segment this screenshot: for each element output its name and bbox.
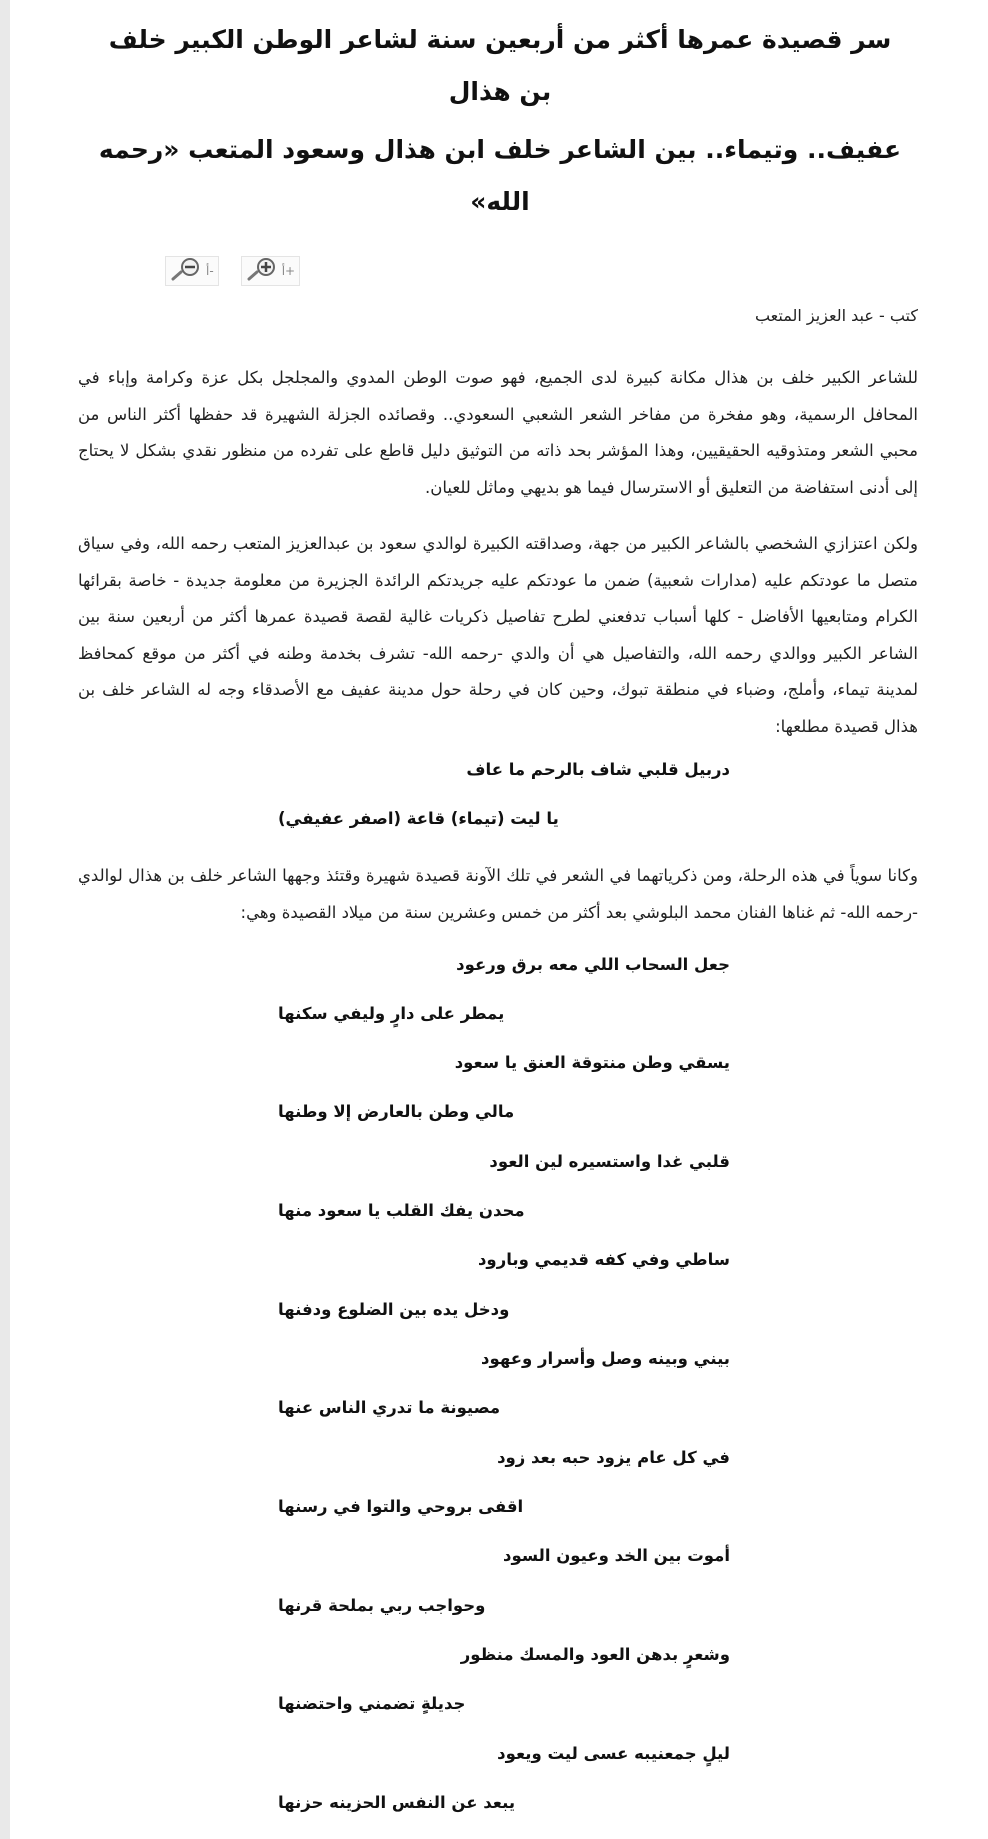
zoom-in-label: أ+ bbox=[281, 264, 296, 278]
headline: سر قصيدة عمرها أكثر من أربعين سنة لشاعر الوطن الكبير خلف بن هذال bbox=[108, 25, 892, 106]
poem-line: مالي وطن بالعارض إلا وطنها bbox=[278, 1102, 515, 1121]
poem-line: يمطر على دارٍ وليفي سكنها bbox=[278, 1004, 505, 1023]
subheadline: عفيف.. وتيماء.. بين الشاعر خلف ابن هذال وسعود المتعب «رحمه الله» bbox=[98, 135, 902, 216]
opening-verse-line: يا ليت (تيماء) قاعة (اصفر عفيفي) bbox=[278, 809, 559, 828]
poem-line: جديلةٍ تضمني واحتضنها bbox=[278, 1694, 466, 1713]
poem-line: أموت بين الخد وعيون السود bbox=[503, 1546, 730, 1565]
font-size-toolbar bbox=[165, 256, 300, 286]
poem-line: بيني وبينه وصل وأسرار وعهود bbox=[481, 1349, 730, 1368]
poem-line: محدن يفك القلب يا سعود منها bbox=[278, 1201, 525, 1220]
poem-line: يبعد عن النفس الحزينه حزنها bbox=[278, 1793, 516, 1812]
poem-line: قلبي غدا واستسيره لين العود bbox=[489, 1152, 730, 1171]
article-page bbox=[10, 0, 988, 1839]
zoom-out-button[interactable] bbox=[165, 256, 219, 286]
poem-line: يسقي وطن منتوقة العنق يا سعود bbox=[454, 1053, 730, 1072]
zoom-out-label: أ- bbox=[206, 264, 214, 278]
poem-line: وحواجب ربي بملحة قرنها bbox=[278, 1596, 486, 1615]
poem-line: جعل السحاب اللي معه برق ورعود bbox=[456, 955, 730, 974]
zoom-in-button[interactable] bbox=[241, 256, 300, 286]
paragraph: للشاعر الكبير خلف بن هذال مكانة كبيرة لدى الجميع، فهو صوت الوطن المدوي والمجلجل بكل عزة وكرامة وإباء في المحافل الرسمية، وهو مفخرة من مفاخر الشعر الشعبي السعودي.. وقصائده الجزلة الشهيرة قد حفظها أكثر الناس من محبي الشعر ومتذوقيه الحقيقيين، وهذا المؤشر بحد ذاته من التوثيق دليل قاطع على تفرده من منظور نقدي بشكل لا يحتاج إلى أدنى استفاضة من التعليق أو الاسترسال فيما هو بديهي وماثل للعيان. bbox=[78, 368, 918, 497]
poem-line: مصيونة ما تدري الناس عنها bbox=[278, 1398, 501, 1417]
poem-line: ودخل يده بين الضلوع ودفنها bbox=[278, 1300, 510, 1319]
opening-verse-line: دربيل قلبي شاف بالرحم ما عاف bbox=[466, 760, 730, 779]
poem-line: ليلٍ جمعنيبه عسى ليت ويعود bbox=[497, 1744, 730, 1763]
poem-line: في كل عام يزود حبه بعد زود bbox=[497, 1448, 730, 1467]
zoom-out-icon bbox=[170, 257, 204, 285]
poem-line: اقفى بروحي والتوا في رسنها bbox=[278, 1497, 524, 1516]
paragraph: وكانا سوياً في هذه الرحلة، ومن ذكرياتهما في الشعر في تلك الآونة قصيدة شهيرة وقتئذ وجهها الشاعر خلف بن هذال لوالدي -رحمه الله- ثم غناها الفنان محمد البلوشي بعد أكثر من خمس وعشرين سنة من ميلاد القصيدة وهي: bbox=[78, 866, 918, 922]
poem-line: وشعرٍ بدهن العود والمسك منظور bbox=[460, 1645, 730, 1664]
paragraph: ولكن اعتزازي الشخصي بالشاعر الكبير من جهة، وصداقته الكبيرة لوالدي سعود بن عبدالعزيز المتعب رحمه الله، وفي سياق متصل ما عودتكم عليه (مدارات شعبية) ضمن ما عودتكم عليه جريدتكم الرائدة الجزيرة من معلومة جديدة - خاصة بقرائها الكرام ومتابعيها الأفاضل - كلها أسباب تدفعني لطرح تفاصيل ذكريات غالية لقصة قصيدة عمرها أكثر من أربعين سنة بين الشاعر الكبير ووالدي رحمه الله، والتفاصيل هي أن والدي -رحمه الله- تشرف بخدمة وطنه في أكثر من موقع كمحافظ لمدينة تيماء، وأملج، وضباء في منطقة تبوك، وحين كان في رحلة حول مدينة عفيف مع الأصدقاء وجه له الشاعر خلف بن هذال قصيدة مطلعها: bbox=[78, 534, 918, 736]
author-byline: كتب - عبد العزيز المتعب bbox=[754, 306, 918, 325]
poem-line: ساطي وفي كفه قديمي وبارود bbox=[477, 1250, 730, 1269]
zoom-in-icon bbox=[246, 257, 280, 285]
